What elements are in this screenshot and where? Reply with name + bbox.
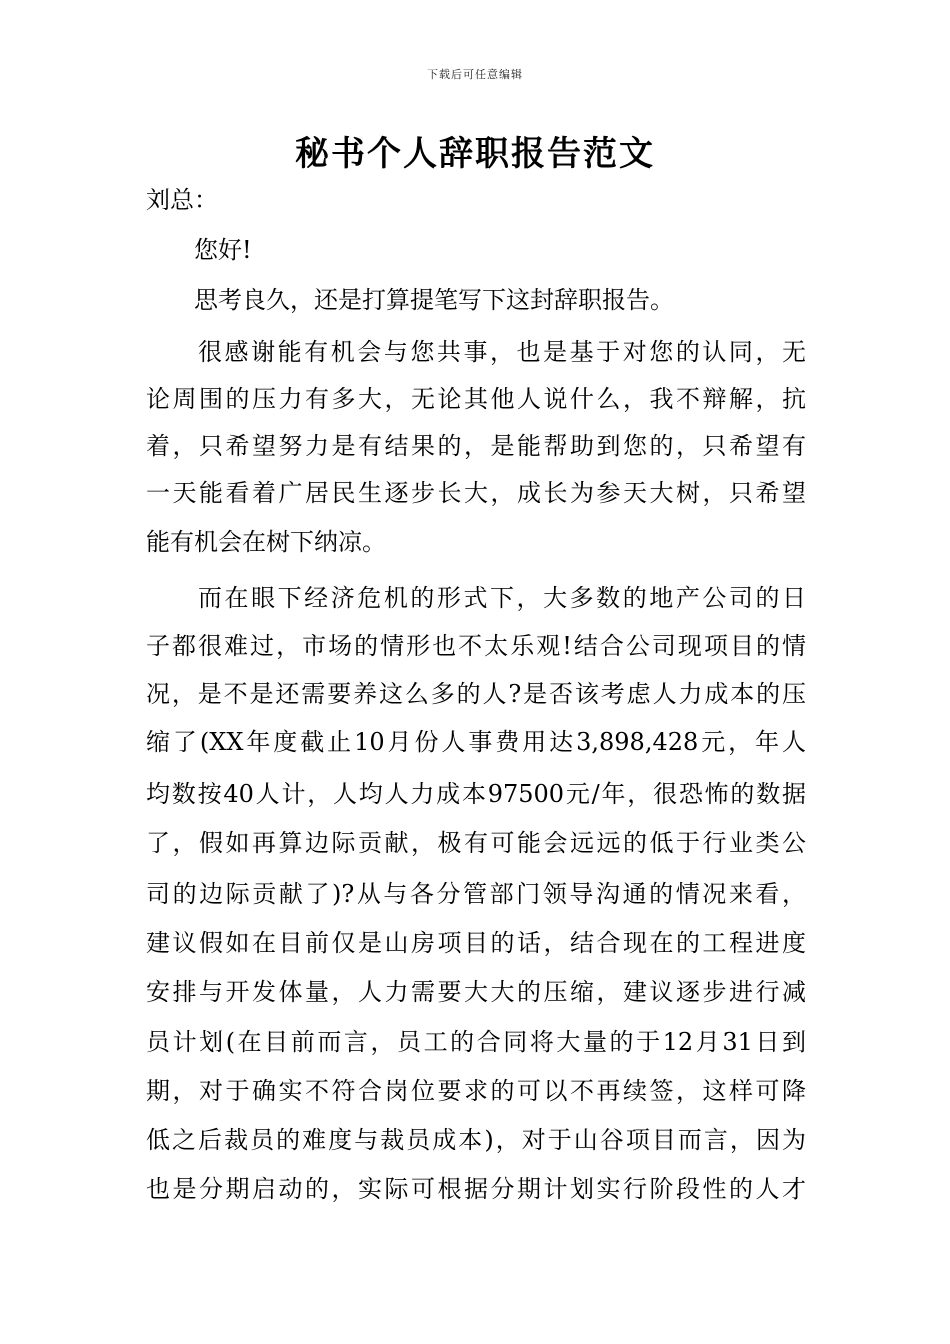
paragraph-line: 均数按40人计，人均人力成本97500元/年，很恐怖的数据 (146, 780, 806, 808)
salutation: 刘总： (146, 186, 218, 214)
paragraph-line: 况，是不是还需要养这么多的人?是否该考虑人力成本的压 (146, 680, 806, 708)
paragraph-line: 员计划(在目前而言，员工的合同将大量的于12月31日到 (146, 1028, 806, 1056)
paragraph-line: 司的边际贡献了)?从与各分管部门领导沟通的情况来看， (146, 880, 806, 908)
header-note: 下载后可任意编辑 (427, 68, 523, 81)
greeting: 您好! (194, 236, 252, 264)
paragraph-line: 着，只希望努力是有结果的，是能帮助到您的，只希望有 (146, 432, 806, 460)
paragraph-line: 低之后裁员的难度与裁员成本)，对于山谷项目而言，因为 (146, 1126, 806, 1154)
paragraph-line: 建议假如在目前仅是山房项目的话，结合现在的工程进度 (146, 929, 806, 957)
paragraph-line: 也是分期启动的，实际可根据分期计划实行阶段性的人才 (146, 1175, 806, 1203)
paragraph-line: 子都很难过，市场的情形也不太乐观!结合公司现项目的情 (146, 632, 806, 660)
paragraph-line: 缩了(XX年度截止10月份人事费用达3,898,428元，年人 (146, 728, 806, 756)
paragraph-line: 很感谢能有机会与您共事，也是基于对您的认同，无 (198, 338, 806, 366)
paragraph-line: 一天能看着广居民生逐步长大，成长为参天大树，只希望 (146, 479, 806, 507)
paragraph-line: 了，假如再算边际贡献，极有可能会远远的低于行业类公 (146, 829, 806, 857)
paragraph-line: 安排与开发体量，人力需要大大的压缩，建议逐步进行减 (146, 978, 806, 1006)
paragraph-line: 论周围的压力有多大，无论其他人说什么，我不辩解，抗 (146, 385, 806, 413)
paragraph-line: 期，对于确实不符合岗位要求的可以不再续签，这样可降 (146, 1077, 806, 1105)
paragraph-line: 能有机会在树下纳凉。 (146, 528, 386, 556)
document-title: 秘书个人辞职报告范文 (295, 134, 655, 174)
paragraph-line: 思考良久，还是打算提笔写下这封辞职报告。 (194, 286, 674, 314)
paragraph-line: 而在眼下经济危机的形式下，大多数的地产公司的日 (198, 584, 806, 612)
